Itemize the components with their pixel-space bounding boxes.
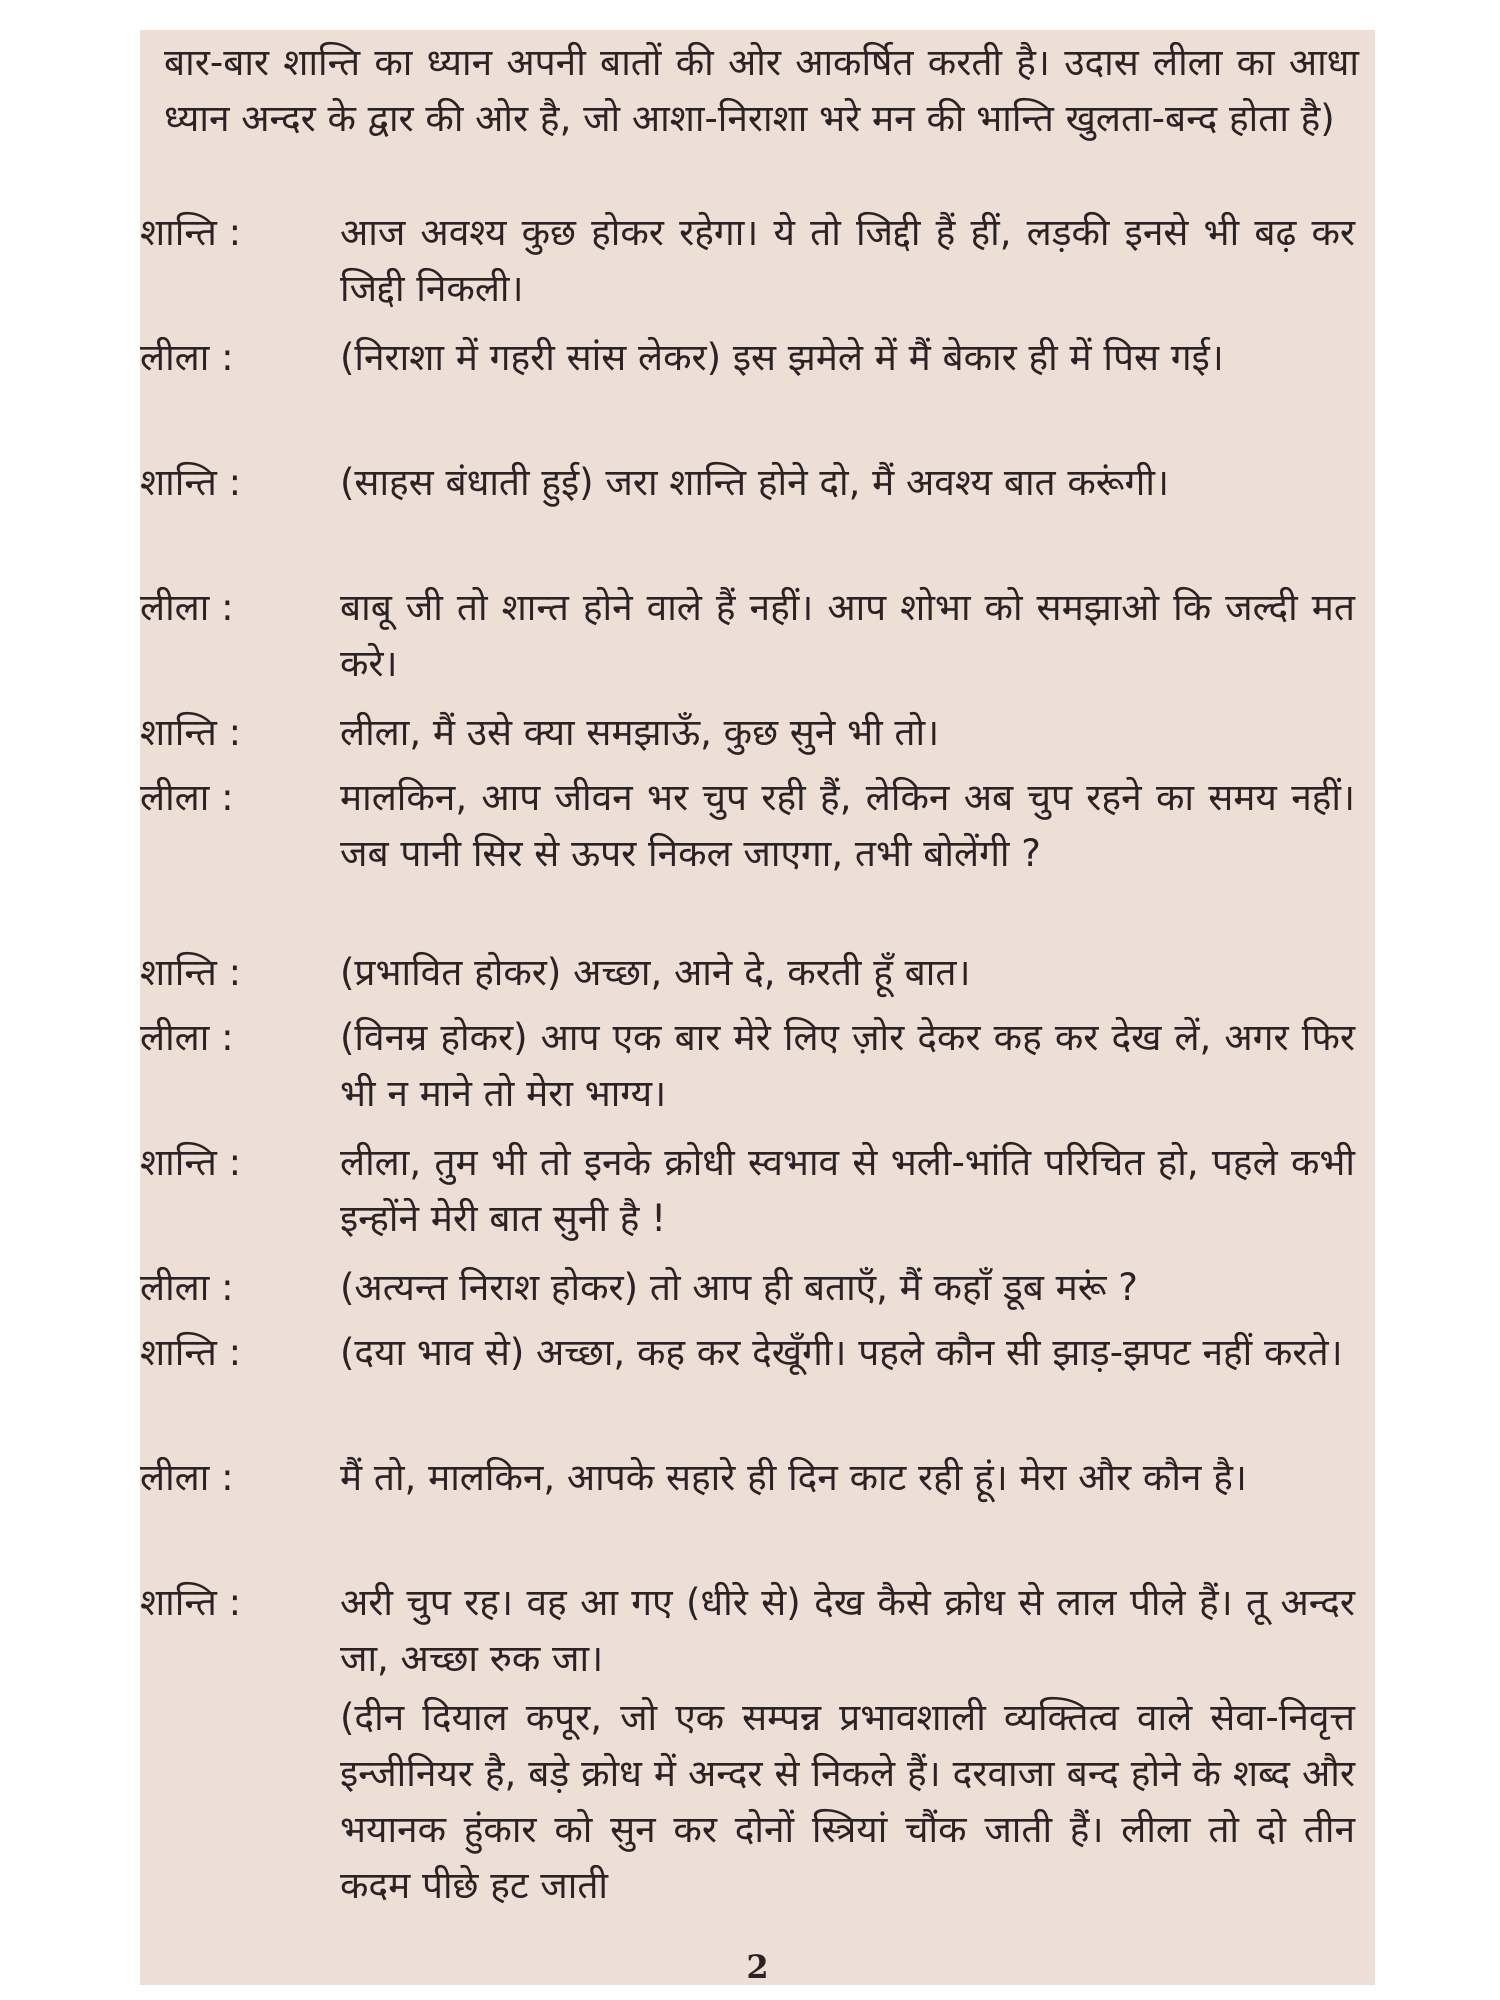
- dialogue-line: [140, 1135, 1365, 1247]
- speech-text: (निराशा में गहरी सांस लेकर) इस झमेले में मैं बेकार ही में पिस गई।: [340, 336, 1224, 379]
- speaker-name: शान्ति :: [140, 211, 242, 254]
- speaker-name: शान्ति :: [140, 1331, 242, 1374]
- dialogue-line: [140, 330, 1365, 386]
- speaker-name: शान्ति :: [140, 461, 242, 504]
- dialogue-line: [140, 205, 1365, 317]
- speaker-name: लीला :: [140, 776, 234, 819]
- speaker-name: लीला :: [140, 586, 234, 629]
- closing-stage-direction: (दीन दियाल कपूर, जो एक सम्पन्न प्रभावशाली व्यक्तित्व वाले सेवा-निवृत्त इन्जीनियर है, बड़े क्रोध में अन्दर से निकले हैं। दरवाजा बन्द होने के शब्द और भयानक हुंकार को सुन कर दोनों स्त्रियां चौंक जाती हैं। लीला तो दो तीन कदम पीछे हट जाती: [340, 1696, 1355, 1907]
- speech-text: लीला, मैं उसे क्या समझाऊँ, कुछ सुने भी तो।: [340, 711, 940, 754]
- speech-text: अरी चुप रह। वह आ गए (धीरे से) देख कैसे क्रोध से लाल पीले हैं। तू अन्दर जा, अच्छा रुक जा।: [340, 1581, 1355, 1680]
- speech-text: (साहस बंधाती हुई) जरा शान्ति होने दो, मैं अवश्य बात करूंगी।: [340, 461, 1169, 504]
- dialogue-line: [140, 1325, 1365, 1381]
- dialogue-line: [140, 770, 1365, 882]
- dialogue-line: [140, 580, 1365, 692]
- speech-text: मालकिन, आप जीवन भर चुप रही हैं, लेकिन अब चुप रहने का समय नहीं। जब पानी सिर से ऊपर निकल जाएगा, तभी बोलेंगी ?: [340, 776, 1355, 875]
- dialogue-line: [140, 1260, 1365, 1316]
- speech-text: (विनम्र होकर) आप एक बार मेरे लिए ज़ोर देकर कह कर देख लें, अगर फिर भी न माने तो मेरा भाग्य।: [340, 1016, 1355, 1115]
- page-number: 2: [746, 1948, 769, 1986]
- dialogue-line: [140, 1010, 1365, 1122]
- dialogue-line: [140, 705, 1365, 761]
- dialogue-line: [140, 945, 1365, 1001]
- speaker-name: लीला :: [140, 1266, 234, 1309]
- speaker-name: लीला :: [140, 1016, 234, 1059]
- speaker-name: शान्ति :: [140, 1141, 242, 1184]
- speaker-name: शान्ति :: [140, 711, 242, 754]
- speech-text: लीला, तुम भी तो इनके क्रोधी स्वभाव से भली-भांति परिचित हो, पहले कभी इन्होंने मेरी बात सुनी है !: [340, 1141, 1355, 1240]
- speech-text: मैं तो, मालकिन, आपके सहारे ही दिन काट रही हूं। मेरा और कौन है।: [340, 1456, 1247, 1499]
- opening-stage-direction: बार-बार शान्ति का ध्यान अपनी बातों की ओर आकर्षित करती है। उदास लीला का आधा ध्यान अन्दर के द्वार की ओर है, जो आशा-निराशा भरे मन की भान्ति खुलता-बन्द होता है): [164, 41, 1359, 140]
- speech-text: (अत्यन्त निराश होकर) तो आप ही बताएँ, मैं कहाँ डूब मरूं ?: [340, 1266, 1138, 1309]
- speaker-name: लीला :: [140, 1456, 234, 1499]
- speaker-name: लीला :: [140, 336, 234, 379]
- book-page: [140, 30, 1375, 1985]
- dialogue-line: [140, 1575, 1365, 1687]
- speaker-name: शान्ति :: [140, 1581, 242, 1624]
- speech-text: आज अवश्य कुछ होकर रहेगा। ये तो जिद्दी हैं हीं, लड़की इनसे भी बढ़ कर जिद्दी निकली।: [340, 211, 1355, 310]
- speech-text: (दया भाव से) अच्छा, कह कर देखूँगी। पहले कौन सी झाड़-झपट नहीं करते।: [340, 1331, 1343, 1374]
- speech-text: (प्रभावित होकर) अच्छा, आने दे, करती हूँ बात।: [340, 951, 971, 994]
- speaker-name: शान्ति :: [140, 951, 242, 994]
- dialogue-line: [140, 1450, 1365, 1506]
- dialogue-line: [140, 455, 1365, 511]
- speech-text: बाबू जी तो शान्त होने वाले हैं नहीं। आप शोभा को समझाओ कि जल्दी मत करे।: [340, 586, 1355, 685]
